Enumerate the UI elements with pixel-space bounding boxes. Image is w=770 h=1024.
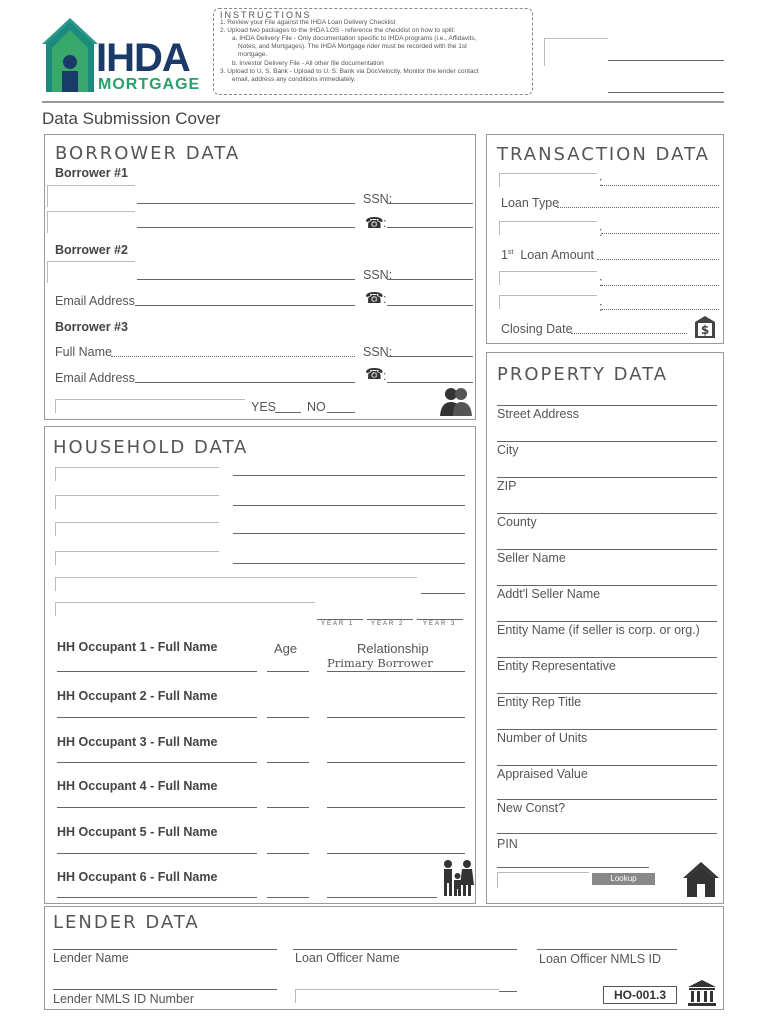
borrower-panel (44, 134, 476, 420)
closing-date-label: Closing Date (501, 322, 573, 336)
instruction-line: 1. Review your File against the IHDA Loan Delivery Checklist (220, 19, 396, 27)
household-field-box[interactable] (55, 495, 219, 509)
ihda-logo (40, 16, 208, 96)
household-field-box[interactable] (55, 522, 219, 536)
phone-colon: : (383, 292, 387, 306)
new-const-label: New Const? (497, 801, 566, 815)
field-colon: : (599, 300, 603, 314)
entity-rep-label: Entity Representative (497, 659, 616, 673)
borrower-2-email[interactable] (135, 305, 355, 306)
transaction-field-box[interactable] (499, 295, 597, 309)
instruction-line: mortgage. (238, 51, 268, 59)
hh-occupant-6-label: HH Occupant 6 - Full Name (57, 870, 218, 884)
entity-rep-title-label: Entity Rep Title (497, 695, 582, 709)
year-2-label: YEAR 2 (371, 621, 405, 627)
lender-extra-line[interactable] (499, 991, 517, 992)
age-header: Age (274, 641, 298, 656)
lender-title: LENDER DATA (53, 912, 200, 933)
hh-occupant-2-rel[interactable] (327, 717, 465, 718)
transaction-field-line[interactable] (601, 309, 719, 310)
hh-occupant-2-name[interactable] (57, 717, 257, 718)
hh-occupant-6-rel[interactable] (327, 897, 437, 898)
hh-occupant-4-age[interactable] (267, 807, 309, 808)
lender-nmls-field[interactable] (53, 989, 277, 990)
phone-colon: : (383, 216, 387, 230)
no-label: NO (307, 400, 326, 414)
household-field-line[interactable] (233, 563, 465, 564)
household-field-line[interactable] (233, 505, 465, 506)
instruction-line: Notes, and Mortgages). The IHDA Mortgage rider must be recorded with the 1st (238, 43, 467, 51)
lender-nmls-label: Lender NMLS ID Number (53, 992, 195, 1006)
income-year-3[interactable] (417, 619, 463, 620)
logo-name: IHDA (96, 36, 190, 80)
lookup-button[interactable]: Lookup (592, 873, 655, 885)
city-label: City (497, 443, 519, 457)
hh-occupant-3-label: HH Occupant 3 - Full Name (57, 735, 218, 749)
phone-icon: ☎ (365, 290, 384, 307)
first-time-buyer-box[interactable] (55, 399, 245, 413)
transaction-field-box[interactable] (499, 221, 597, 235)
hh-occupant-1-name[interactable] (57, 671, 257, 672)
borrower-1-phone[interactable] (387, 227, 473, 228)
logo-subtitle: MORTGAGE (98, 76, 201, 93)
addtl-seller-label: Addt'l Seller Name (497, 587, 601, 601)
property-field-line[interactable] (497, 833, 717, 834)
borrower-title: BORROWER DATA (55, 143, 241, 164)
svg-text:$: $ (700, 323, 710, 337)
income-year-1[interactable] (317, 619, 363, 620)
borrower-2-phone[interactable] (387, 305, 473, 306)
hh-occupant-1-label: HH Occupant 1 - Full Name (57, 640, 218, 654)
property-panel (486, 352, 724, 904)
email-label: Email Address (55, 294, 135, 308)
people-icon (439, 385, 473, 417)
property-field-line[interactable] (497, 549, 717, 550)
borrower-3-name[interactable] (111, 356, 355, 357)
hh-occupant-5-label: HH Occupant 5 - Full Name (57, 825, 218, 839)
pin-label: PIN (497, 837, 518, 851)
pin-input[interactable] (497, 872, 589, 888)
lo-nmls-field[interactable] (537, 949, 677, 950)
income-year-2[interactable] (367, 619, 413, 620)
logo-house-icon (40, 16, 100, 94)
first-loan-amount-field[interactable] (597, 259, 719, 260)
bank-icon (687, 979, 717, 1007)
property-field-line[interactable] (497, 765, 717, 766)
dollar-document-icon (692, 314, 718, 340)
header-divider (42, 101, 724, 103)
ssn-label: SSN: (363, 345, 393, 359)
property-field-line[interactable] (497, 693, 717, 694)
borrower-1-email-line[interactable] (137, 227, 355, 228)
instruction-line: a. IHDA Delivery File - Only documentation specific to IHDA programs (i.e., Affidavits, (232, 35, 477, 43)
household-field-box[interactable] (55, 551, 219, 565)
instructions-box (213, 8, 533, 95)
property-field-line[interactable] (497, 621, 717, 622)
phone-icon: ☎ (365, 366, 384, 383)
household-wide-box[interactable] (55, 577, 417, 591)
hh-occupant-5-name[interactable] (57, 853, 257, 854)
hh-occupant-4-label: HH Occupant 4 - Full Name (57, 779, 218, 793)
hh-occupant-3-name[interactable] (57, 762, 257, 763)
transaction-field-box[interactable] (499, 173, 597, 187)
transaction-field-line[interactable] (601, 233, 719, 234)
zip-label: ZIP (497, 479, 517, 493)
primary-borrower-label: Primary Borrower (327, 656, 433, 670)
property-field-line[interactable] (497, 405, 717, 406)
ssn-label: SSN: (363, 268, 393, 282)
borrower-2-name-line[interactable] (137, 279, 355, 280)
hh-occupant-3-rel[interactable] (327, 762, 465, 763)
borrower-3-label: Borrower #3 (55, 320, 128, 334)
first-loan-amount-label: 1st Loan Amount (501, 248, 595, 262)
property-field-line[interactable] (497, 729, 717, 730)
field-colon: : (599, 175, 603, 189)
property-field-line[interactable] (497, 799, 717, 800)
phone-icon: ☎ (365, 215, 384, 232)
transaction-field-line[interactable] (601, 185, 719, 186)
transaction-field-box[interactable] (499, 271, 597, 285)
header-field-line[interactable] (608, 60, 724, 61)
hh-occupant-4-rel[interactable] (327, 807, 465, 808)
hh-occupant-5-rel[interactable] (327, 853, 465, 854)
year-1-label: YEAR 1 (321, 621, 355, 627)
instruction-line: b. Investor Delivery File - All other file documentation (232, 59, 384, 67)
year-3-label: YEAR 3 (423, 621, 457, 627)
yes-label: YES (251, 400, 277, 414)
household-panel (44, 426, 476, 904)
field-colon: : (599, 225, 603, 239)
loan-officer-label: Loan Officer Name (295, 951, 400, 965)
household-field-box[interactable] (55, 467, 219, 481)
instruction-line: 2. Upload two packages to the IHDA LOS - reference the checklist on how to split: (220, 27, 456, 35)
household-field-line[interactable] (233, 475, 465, 476)
ssn-label: SSN: (363, 192, 393, 206)
header-field-box[interactable] (544, 38, 608, 66)
hh-occupant-1-age[interactable] (267, 671, 309, 672)
street-address-label: Street Address (497, 407, 579, 421)
number-of-units-label: Number of Units (497, 731, 588, 745)
instructions-heading: INSTRUCTIONS (220, 10, 312, 20)
seller-name-label: Seller Name (497, 551, 566, 565)
lender-panel (44, 906, 724, 1010)
form-id: HO-001.3 (603, 986, 677, 1004)
page-title: Data Submission Cover (42, 109, 221, 128)
household-wide-box[interactable] (55, 602, 315, 616)
borrower-1-label: Borrower #1 (55, 166, 128, 180)
hh-occupant-4-name[interactable] (57, 807, 257, 808)
borrower-3-ssn[interactable] (387, 356, 473, 357)
instruction-line: email, address any conditions immediately. (232, 75, 356, 83)
property-field-line[interactable] (497, 867, 649, 868)
borrower-1-email-box[interactable] (47, 211, 135, 233)
hh-occupant-5-age[interactable] (267, 853, 309, 854)
property-field-line[interactable] (497, 657, 717, 658)
property-field-line[interactable] (497, 441, 717, 442)
header-field-line[interactable] (608, 92, 724, 93)
household-title: HOUSEHOLD DATA (53, 437, 249, 458)
appraised-value-label: Appraised Value (497, 767, 588, 781)
lender-name-label: Lender Name (53, 951, 129, 965)
field-colon: : (599, 275, 603, 289)
transaction-title: TRANSACTION DATA (497, 144, 710, 165)
loan-officer-field[interactable] (293, 949, 517, 950)
hh-occupant-2-age[interactable] (267, 717, 309, 718)
borrower-1-name-line[interactable] (137, 203, 355, 204)
lender-extra-box[interactable] (295, 989, 499, 1003)
borrower-1-ssn[interactable] (387, 203, 473, 204)
loan-type-field[interactable] (557, 207, 719, 208)
house-icon (682, 860, 720, 898)
email-label: Email Address (55, 371, 135, 385)
family-icon (441, 859, 475, 897)
phone-colon: : (383, 369, 387, 383)
hh-occupant-6-name[interactable] (57, 897, 257, 898)
lender-name-field[interactable] (53, 949, 277, 950)
county-label: County (497, 515, 537, 529)
borrower-2-first-name[interactable] (47, 261, 135, 283)
transaction-panel (486, 134, 724, 344)
property-field-line[interactable] (497, 477, 717, 478)
property-field-line[interactable] (497, 585, 717, 586)
entity-name-label: Entity Name (if seller is corp. or org.) (497, 623, 700, 637)
property-field-line[interactable] (497, 513, 717, 514)
hh-occupant-3-age[interactable] (267, 762, 309, 763)
borrower-1-first-name[interactable] (47, 185, 135, 207)
household-field-line[interactable] (421, 593, 465, 594)
no-line[interactable] (327, 412, 355, 413)
loan-type-label: Loan Type (501, 196, 560, 210)
full-name-label: Full Name (55, 345, 112, 359)
closing-date-field[interactable] (571, 333, 687, 334)
borrower-3-email[interactable] (135, 382, 355, 383)
transaction-field-line[interactable] (601, 285, 719, 286)
property-title: PROPERTY DATA (497, 364, 669, 385)
household-field-line[interactable] (233, 533, 465, 534)
hh-occupant-6-age[interactable] (267, 897, 309, 898)
lo-nmls-label: Loan Officer NMLS ID (539, 952, 662, 966)
instruction-line: 3. Upload to U. S. Bank - Upload to U. S. Bank via DocVelocity. Monitor the lender contact (220, 67, 479, 75)
hh-occupant-1-rel[interactable] (327, 671, 465, 672)
hh-occupant-2-label: HH Occupant 2 - Full Name (57, 689, 218, 703)
borrower-2-label: Borrower #2 (55, 243, 128, 257)
relationship-header: Relationship (357, 641, 429, 656)
yes-line[interactable] (275, 412, 301, 413)
borrower-3-phone[interactable] (387, 382, 473, 383)
borrower-2-ssn[interactable] (387, 279, 473, 280)
